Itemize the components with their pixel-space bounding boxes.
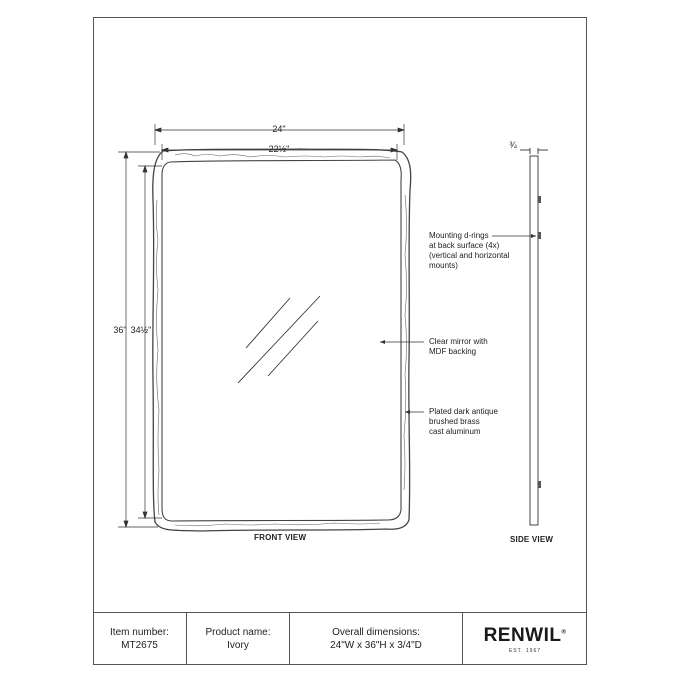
mounting-line-3: (vertical and horizontal [429,251,510,260]
mounting-line-1: Mounting d-rings [429,231,489,240]
brand-established: EST. 1967 [508,648,542,654]
frame-line-1: Plated dark antique [429,407,498,416]
depth-label: ¾ [509,140,517,150]
frame-line-3: cast aluminum [429,427,481,436]
item-number-label: Item number: [110,627,169,638]
glass-reflection-lines [238,296,320,383]
product-name-label: Product name: [205,627,271,638]
item-number-cell [93,613,187,665]
item-number-value: MT2675 [121,640,158,651]
mirror-frame-outer [153,149,411,531]
front-view-title: FRONT VIEW [254,533,307,542]
brand-logo [463,613,587,665]
side-view-title: SIDE VIEW [510,535,554,544]
width-inner-label: 22½" [268,144,290,154]
frame-line-2: brushed brass [429,417,480,426]
overall-dimensions-label: Overall dimensions: [332,627,420,638]
frame-callout [429,407,498,437]
mounting-callout [429,231,509,271]
product-name-value: Ivory [227,640,249,651]
title-block [93,612,587,665]
side-view-profile [520,148,548,525]
frame-texture [156,154,406,526]
height-dimension-lines [118,152,162,527]
height-outer-label: 36" [113,325,127,335]
overall-dimensions-value: 24"W x 36"H x 3/4"D [330,640,422,651]
mirror-line-2: MDF backing [429,347,477,356]
mirror-line-1: Clear mirror with [429,337,488,346]
overall-dimensions-cell [290,613,463,665]
mounting-line-4: mounts) [429,261,458,270]
brand-wordmark: RENWIL® [483,625,567,646]
product-name-cell [187,613,290,665]
width-outer-label: 24" [272,124,286,134]
height-inner-label: 34½" [130,325,152,335]
mounting-line-2: at back surface (4x) [429,241,500,250]
mirror-callout [429,337,488,357]
mirror-glass-edge [162,160,402,521]
